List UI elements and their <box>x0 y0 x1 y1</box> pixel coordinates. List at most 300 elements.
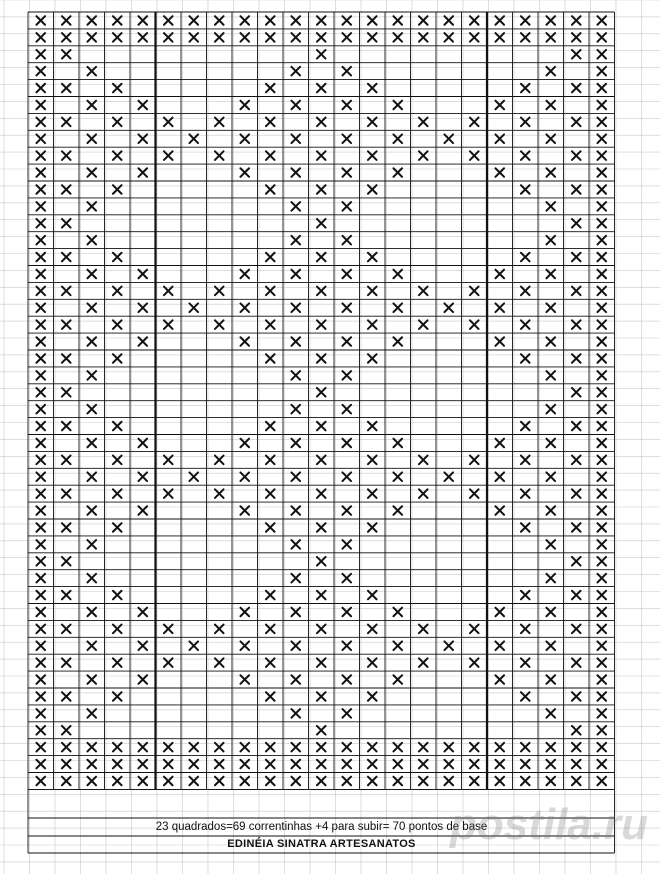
stitch-x-mark <box>138 337 147 346</box>
stitch-x-mark <box>597 287 606 296</box>
stitch-x-mark <box>368 422 377 431</box>
stitch-x-mark <box>240 608 249 617</box>
stitch-x-mark <box>62 658 71 667</box>
stitch-x-mark <box>36 489 45 498</box>
stitch-x-mark <box>62 151 71 160</box>
stitch-x-mark <box>317 658 326 667</box>
stitch-x-mark <box>368 625 377 634</box>
stitch-x-mark <box>62 388 71 397</box>
stitch-x-mark <box>546 608 555 617</box>
stitch-x-mark <box>572 489 581 498</box>
stitch-x-mark <box>215 456 224 465</box>
stitch-x-mark <box>546 101 555 110</box>
stitch-x-mark <box>470 16 479 25</box>
stitch-x-mark <box>419 151 428 160</box>
stitch-x-mark <box>546 236 555 245</box>
stitch-x-mark <box>240 777 249 786</box>
stitch-x-mark <box>317 591 326 600</box>
stitch-x-mark <box>291 641 300 650</box>
stitch-x-mark <box>572 658 581 667</box>
stitch-x-mark <box>62 84 71 93</box>
stitch-x-mark <box>62 16 71 25</box>
stitch-x-mark <box>546 202 555 211</box>
stitch-x-mark <box>62 118 71 127</box>
stitch-x-mark <box>419 118 428 127</box>
stitch-x-mark <box>470 456 479 465</box>
stitch-x-mark <box>393 608 402 617</box>
stitch-x-mark <box>87 641 96 650</box>
stitch-x-mark <box>342 101 351 110</box>
stitch-x-mark <box>36 219 45 228</box>
stitch-x-mark <box>291 371 300 380</box>
stitch-x-mark <box>342 777 351 786</box>
stitch-x-mark <box>36 33 45 42</box>
stitch-x-mark <box>240 641 249 650</box>
stitch-x-mark <box>393 506 402 515</box>
stitch-x-mark <box>138 777 147 786</box>
stitch-x-mark <box>291 540 300 549</box>
stitch-x-mark <box>62 253 71 262</box>
stitch-x-mark <box>444 777 453 786</box>
stitch-x-mark <box>572 253 581 262</box>
stitch-x-mark <box>87 270 96 279</box>
stitch-x-mark <box>546 641 555 650</box>
stitch-x-mark <box>444 641 453 650</box>
stitch-x-mark <box>36 185 45 194</box>
stitch-x-mark <box>393 168 402 177</box>
stitch-x-mark <box>87 608 96 617</box>
stitch-x-mark <box>521 743 530 752</box>
stitch-x-mark <box>317 625 326 634</box>
stitch-x-mark <box>36 456 45 465</box>
stitch-x-mark <box>342 168 351 177</box>
stitch-x-mark <box>393 760 402 769</box>
stitch-x-mark <box>87 67 96 76</box>
stitch-x-mark <box>597 506 606 515</box>
stitch-x-mark <box>495 168 504 177</box>
stitch-x-mark <box>240 506 249 515</box>
stitch-x-mark <box>470 320 479 329</box>
stitch-x-mark <box>546 439 555 448</box>
stitch-x-mark <box>36 709 45 718</box>
stitch-x-mark <box>62 625 71 634</box>
stitch-x-mark <box>546 405 555 414</box>
stitch-x-mark <box>87 134 96 143</box>
stitch-x-mark <box>597 675 606 684</box>
stitch-x-mark <box>215 320 224 329</box>
stitch-x-mark <box>546 760 555 769</box>
stitch-x-mark <box>444 760 453 769</box>
stitch-x-mark <box>470 625 479 634</box>
stitch-x-mark <box>113 777 122 786</box>
stitch-x-mark <box>419 658 428 667</box>
stitch-x-mark <box>87 506 96 515</box>
stitch-x-mark <box>572 557 581 566</box>
stitch-x-mark <box>240 134 249 143</box>
stitch-x-mark <box>495 675 504 684</box>
stitch-x-mark <box>546 472 555 481</box>
stitch-x-mark <box>368 33 377 42</box>
stitch-x-mark <box>189 472 198 481</box>
stitch-x-mark <box>597 101 606 110</box>
stitch-x-mark <box>521 320 530 329</box>
stitch-x-mark <box>546 506 555 515</box>
stitch-x-mark <box>495 270 504 279</box>
stitch-x-mark <box>495 134 504 143</box>
stitch-x-mark <box>342 67 351 76</box>
stitch-x-mark <box>87 743 96 752</box>
stitch-x-mark <box>240 101 249 110</box>
stitch-x-mark <box>87 574 96 583</box>
stitch-x-mark <box>113 625 122 634</box>
stitch-x-mark <box>138 303 147 312</box>
stitch-x-mark <box>62 743 71 752</box>
stitch-x-mark <box>266 84 275 93</box>
stitch-x-mark <box>342 371 351 380</box>
stitch-x-mark <box>291 16 300 25</box>
stitch-x-mark <box>342 405 351 414</box>
stitch-x-mark <box>546 16 555 25</box>
stitch-x-mark <box>572 456 581 465</box>
stitch-x-mark <box>521 456 530 465</box>
stitch-x-mark <box>470 33 479 42</box>
stitch-x-mark <box>317 16 326 25</box>
stitch-x-mark <box>62 50 71 59</box>
stitch-x-mark <box>36 523 45 532</box>
stitch-x-mark <box>266 16 275 25</box>
stitch-x-mark <box>36 608 45 617</box>
stitch-x-mark <box>495 743 504 752</box>
stitch-x-mark <box>521 151 530 160</box>
stitch-x-mark <box>342 574 351 583</box>
stitch-x-mark <box>597 270 606 279</box>
stitch-x-mark <box>87 472 96 481</box>
stitch-x-mark <box>572 726 581 735</box>
stitch-x-mark <box>546 337 555 346</box>
stitch-x-mark <box>164 777 173 786</box>
stitch-x-mark <box>470 118 479 127</box>
stitch-x-mark <box>240 303 249 312</box>
stitch-x-mark <box>597 134 606 143</box>
stitch-x-mark <box>36 253 45 262</box>
stitch-x-mark <box>546 67 555 76</box>
stitch-x-mark <box>597 253 606 262</box>
stitch-x-mark <box>521 523 530 532</box>
stitch-x-mark <box>572 760 581 769</box>
stitch-x-mark <box>266 253 275 262</box>
stitch-x-mark <box>368 456 377 465</box>
stitch-x-mark <box>572 591 581 600</box>
stitch-x-mark <box>164 118 173 127</box>
stitch-x-mark <box>597 760 606 769</box>
stitch-x-mark <box>87 777 96 786</box>
stitch-x-mark <box>419 489 428 498</box>
stitch-x-mark <box>36 151 45 160</box>
stitch-x-mark <box>291 337 300 346</box>
stitch-x-mark <box>342 33 351 42</box>
stitch-x-mark <box>87 101 96 110</box>
stitch-x-mark <box>368 320 377 329</box>
stitch-x-mark <box>87 371 96 380</box>
stitch-x-mark <box>597 422 606 431</box>
stitch-x-mark <box>62 33 71 42</box>
stitch-x-mark <box>597 523 606 532</box>
stitch-x-mark <box>189 777 198 786</box>
stitch-x-mark <box>444 16 453 25</box>
stitch-x-mark <box>546 743 555 752</box>
stitch-x-mark <box>317 118 326 127</box>
stitch-x-mark <box>113 118 122 127</box>
stitch-x-mark <box>113 743 122 752</box>
stitch-x-mark <box>342 236 351 245</box>
stitch-x-mark <box>368 16 377 25</box>
stitch-x-mark <box>215 658 224 667</box>
stitch-x-mark <box>597 84 606 93</box>
stitch-x-mark <box>393 101 402 110</box>
stitch-x-mark <box>87 405 96 414</box>
stitch-x-mark <box>597 456 606 465</box>
stitch-x-mark <box>368 591 377 600</box>
stitch-x-mark <box>62 422 71 431</box>
stitch-x-mark <box>36 557 45 566</box>
stitch-x-mark <box>368 185 377 194</box>
stitch-x-mark <box>521 253 530 262</box>
stitch-x-mark <box>342 270 351 279</box>
stitch-x-mark <box>36 371 45 380</box>
stitch-x-mark <box>546 33 555 42</box>
stitch-x-mark <box>597 337 606 346</box>
stitch-x-mark <box>597 726 606 735</box>
stitch-x-mark <box>87 16 96 25</box>
stitch-x-mark <box>572 287 581 296</box>
stitch-x-mark <box>317 84 326 93</box>
stitch-x-mark <box>521 84 530 93</box>
stitch-x-mark <box>113 489 122 498</box>
stitch-x-mark <box>189 16 198 25</box>
stitch-x-mark <box>317 692 326 701</box>
stitch-x-mark <box>36 658 45 667</box>
stitch-x-mark <box>36 303 45 312</box>
stitch-x-mark <box>36 743 45 752</box>
watermark: postila.ru <box>450 800 649 849</box>
stitch-x-mark <box>521 33 530 42</box>
stitch-x-mark <box>291 608 300 617</box>
stitch-x-mark <box>317 760 326 769</box>
stitch-x-mark <box>597 608 606 617</box>
stitch-x-mark <box>546 168 555 177</box>
stitch-x-mark <box>189 33 198 42</box>
stitch-x-mark <box>62 523 71 532</box>
stitch-x-mark <box>368 253 377 262</box>
stitch-x-mark <box>572 151 581 160</box>
stitch-x-mark <box>291 709 300 718</box>
stitch-x-mark <box>521 591 530 600</box>
stitch-x-mark <box>36 84 45 93</box>
stitch-x-mark <box>138 641 147 650</box>
stitch-x-mark <box>189 303 198 312</box>
stitch-x-mark <box>495 608 504 617</box>
stitch-x-mark <box>317 523 326 532</box>
stitch-x-mark <box>266 287 275 296</box>
stitch-x-mark <box>342 439 351 448</box>
stitch-x-mark <box>342 202 351 211</box>
stitch-x-mark <box>36 118 45 127</box>
stitch-x-mark <box>62 354 71 363</box>
stitch-x-mark <box>291 168 300 177</box>
stitch-x-mark <box>291 472 300 481</box>
stitch-x-mark <box>36 591 45 600</box>
stitch-x-mark <box>342 743 351 752</box>
stitch-x-mark <box>240 743 249 752</box>
stitch-x-mark <box>317 185 326 194</box>
stitch-x-mark <box>291 33 300 42</box>
stitch-x-mark <box>597 388 606 397</box>
stitch-x-mark <box>546 134 555 143</box>
stitch-x-mark <box>113 33 122 42</box>
stitch-x-mark <box>291 439 300 448</box>
stitch-x-mark <box>36 388 45 397</box>
stitch-x-mark <box>546 709 555 718</box>
stitch-x-mark <box>62 185 71 194</box>
stitch-x-mark <box>597 50 606 59</box>
stitch-x-mark <box>368 287 377 296</box>
stitch-x-mark <box>317 287 326 296</box>
stitch-x-mark <box>393 641 402 650</box>
stitch-x-mark <box>291 303 300 312</box>
stitch-x-mark <box>419 33 428 42</box>
stitch-x-mark <box>113 84 122 93</box>
stitch-x-mark <box>113 253 122 262</box>
stitch-x-mark <box>572 33 581 42</box>
stitch-x-mark <box>164 489 173 498</box>
stitch-x-mark <box>36 540 45 549</box>
stitch-x-mark <box>36 506 45 515</box>
stitch-x-mark <box>113 185 122 194</box>
stitch-x-mark <box>215 287 224 296</box>
stitch-x-mark <box>291 67 300 76</box>
stitch-x-mark <box>572 84 581 93</box>
stitch-x-mark <box>87 303 96 312</box>
stitch-x-mark <box>597 557 606 566</box>
stitch-x-mark <box>317 743 326 752</box>
stitch-x-mark <box>342 134 351 143</box>
stitch-x-mark <box>317 253 326 262</box>
stitch-x-mark <box>521 777 530 786</box>
stitch-x-mark <box>317 320 326 329</box>
stitch-x-mark <box>164 625 173 634</box>
stitch-x-mark <box>368 523 377 532</box>
stitch-x-mark <box>317 422 326 431</box>
stitch-x-mark <box>317 50 326 59</box>
stitch-x-mark <box>597 489 606 498</box>
stitch-x-mark <box>597 303 606 312</box>
stitch-x-mark <box>317 354 326 363</box>
stitch-x-mark <box>36 675 45 684</box>
stitch-x-mark <box>393 777 402 786</box>
stitch-x-mark <box>113 591 122 600</box>
stitch-x-mark <box>266 354 275 363</box>
stitch-x-mark <box>317 219 326 228</box>
stitch-x-mark <box>342 760 351 769</box>
stitch-x-mark <box>368 151 377 160</box>
stitch-x-mark <box>189 641 198 650</box>
stitch-x-mark <box>291 675 300 684</box>
stitch-x-mark <box>546 303 555 312</box>
stitch-x-mark <box>597 320 606 329</box>
stitch-x-mark <box>36 439 45 448</box>
stitch-x-mark <box>164 456 173 465</box>
stitch-x-mark <box>36 236 45 245</box>
stitch-x-mark <box>495 506 504 515</box>
stitch-x-mark <box>546 574 555 583</box>
stitch-x-mark <box>495 760 504 769</box>
stitch-x-mark <box>36 168 45 177</box>
stitch-x-mark <box>342 675 351 684</box>
stitch-x-mark <box>597 625 606 634</box>
stitch-x-mark <box>36 760 45 769</box>
stitch-x-mark <box>393 134 402 143</box>
stitch-x-mark <box>138 134 147 143</box>
stitch-x-mark <box>36 574 45 583</box>
stitch-x-mark <box>266 489 275 498</box>
stitch-x-mark <box>393 439 402 448</box>
stitch-x-mark <box>138 472 147 481</box>
stitch-x-mark <box>597 692 606 701</box>
stitch-x-mark <box>521 422 530 431</box>
stitch-x-mark <box>291 270 300 279</box>
stitch-x-mark <box>342 709 351 718</box>
stitch-x-mark <box>546 675 555 684</box>
stitch-x-mark <box>266 743 275 752</box>
stitch-x-mark <box>266 591 275 600</box>
stitch-x-mark <box>87 33 96 42</box>
stitch-x-mark <box>572 320 581 329</box>
stitch-x-mark <box>62 489 71 498</box>
stitch-x-mark <box>113 523 122 532</box>
stitch-x-mark <box>266 658 275 667</box>
stitch-x-mark <box>36 202 45 211</box>
stitch-x-mark <box>62 692 71 701</box>
stitch-x-mark <box>597 118 606 127</box>
stitch-x-mark <box>393 743 402 752</box>
stitch-x-mark <box>215 489 224 498</box>
stitch-x-mark <box>138 439 147 448</box>
stitch-x-mark <box>36 50 45 59</box>
stitch-x-mark <box>36 422 45 431</box>
chart-credit: EDINÉIA SINATRA ARTESANATOS <box>227 838 416 850</box>
stitch-x-mark <box>495 777 504 786</box>
stitch-x-mark <box>419 625 428 634</box>
stitch-x-mark <box>291 574 300 583</box>
stitch-x-mark <box>419 743 428 752</box>
stitch-x-mark <box>342 16 351 25</box>
stitch-x-mark <box>266 523 275 532</box>
stitch-x-mark <box>113 760 122 769</box>
stitch-x-mark <box>368 760 377 769</box>
stitch-x-mark <box>138 33 147 42</box>
stitch-x-mark <box>317 33 326 42</box>
stitch-x-mark <box>215 151 224 160</box>
stitch-x-mark <box>317 489 326 498</box>
stitch-x-mark <box>36 641 45 650</box>
stitch-x-mark <box>113 692 122 701</box>
stitch-x-mark <box>164 151 173 160</box>
stitch-x-mark <box>138 675 147 684</box>
stitch-x-mark <box>87 540 96 549</box>
stitch-x-mark <box>240 33 249 42</box>
stitch-x-mark <box>138 16 147 25</box>
stitch-x-mark <box>393 472 402 481</box>
